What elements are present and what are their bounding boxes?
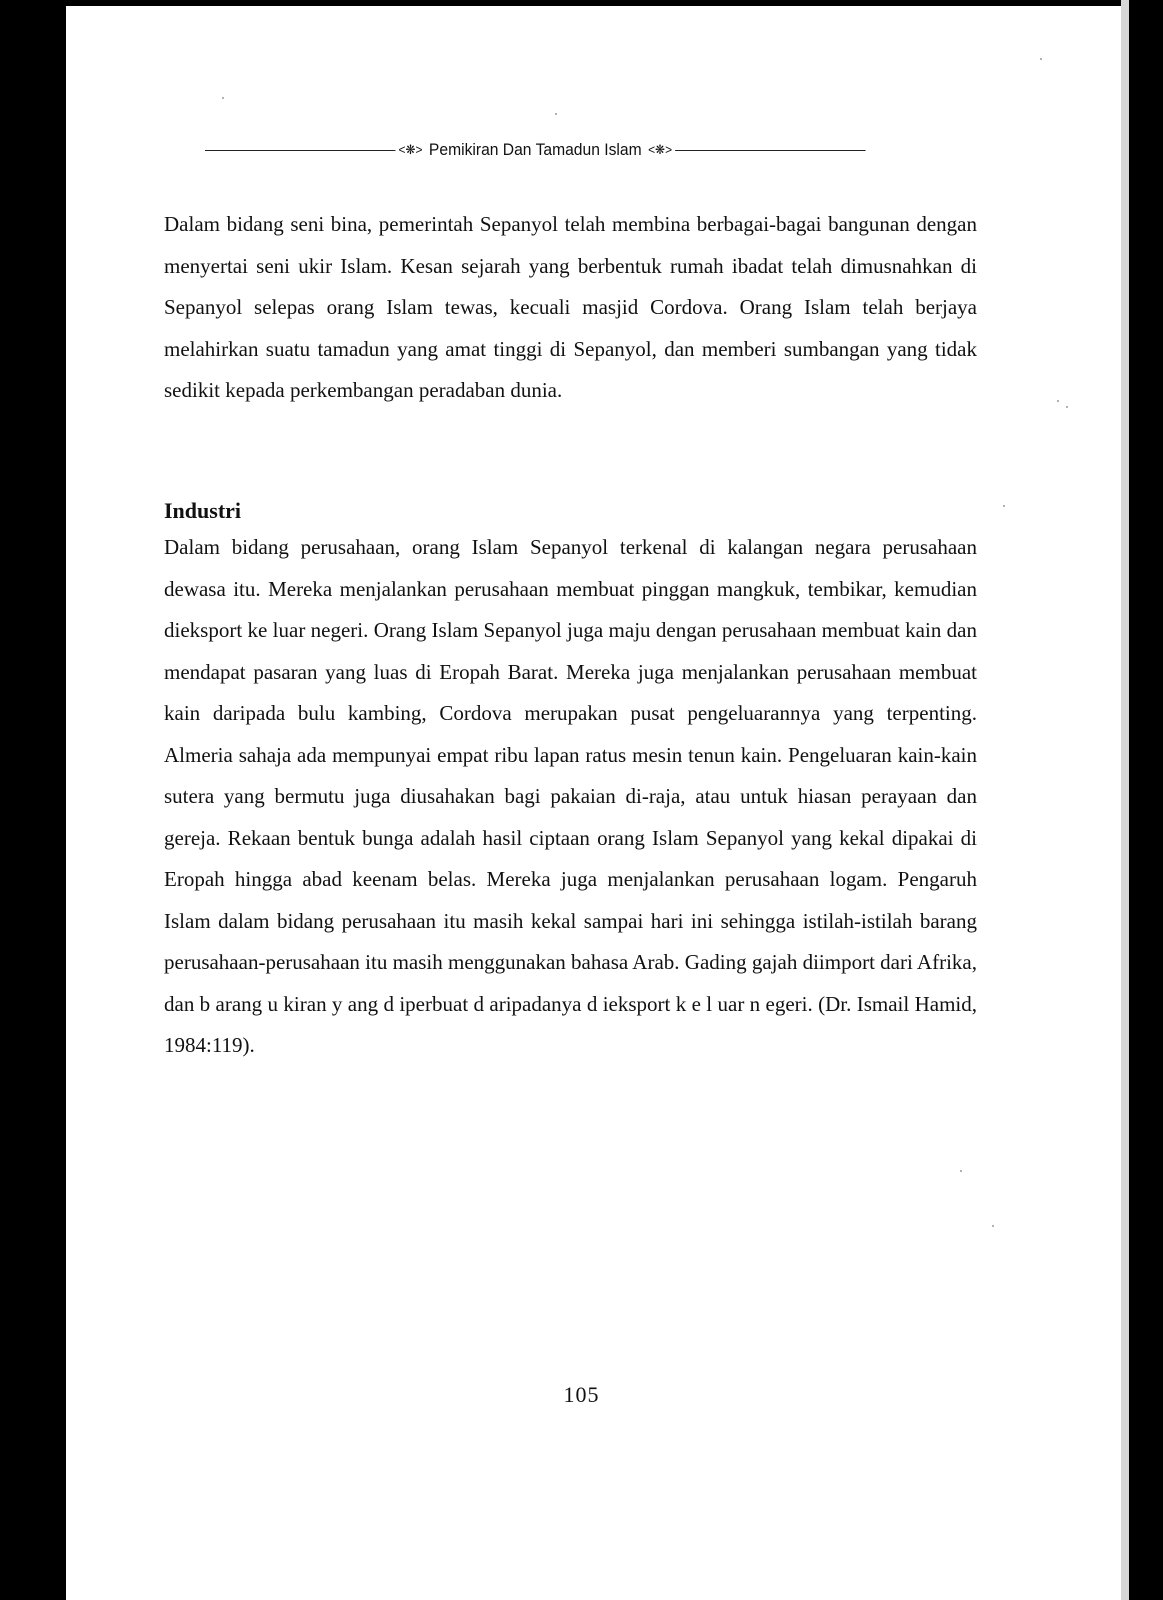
scan-border-left: [0, 0, 66, 1600]
scan-speck: [1066, 406, 1068, 408]
paragraph-industri: Dalam bidang perusahaan, orang Islam Sepanyol terkenal di kalangan negara perusahaan dewasa itu. Mereka menjalankan perusahaan membuat pinggan mangkuk, tembikar, kemudian dieksport ke luar negeri. Orang Islam Sepanyol juga maju dengan perusahaan membuat kain dan mendapat pasaran yang luas di Eropah Barat. Mereka juga menjalankan perusahaan membuat kain daripada bulu kambing, Cordova merupakan pusat pengeluarannya yang terpenting. Almeria sahaja ada mempunyai empat ribu lapan ratus mesin tenun kain. Pengeluaran kain-kain sutera yang bermutu juga diusahakan bagi pakaian di-raja, atau untuk hiasan perayaan dan gereja. Rekaan bentuk bunga adalah hasil ciptaan orang Islam Sepanyol yang kekal dipakai di Eropah hingga abad keenam belas. Mereka juga menjalankan perusahaan logam. Pengaruh Islam dalam bidang perusahaan itu masih kekal sampai hari ini sehingga istilah-istilah barang perusahaan-perusahaan itu masih menggunakan bahasa Arab. Gading gajah diimport dari Afrika, dan b arang u kiran y ang d iperbuat d aripadanya d ieksport k e l uar n egeri. (Dr. Ismail Hamid, 1984:119).: [164, 535, 977, 1057]
header-title: Pemikiran Dan Tamadun Islam: [428, 140, 642, 159]
scan-speck: [1057, 400, 1059, 402]
header-ornament-left: <❋>: [398, 142, 423, 157]
running-header: [205, 140, 866, 160]
paragraph-seni-bina: Dalam bidang seni bina, pemerintah Sepanyol telah membina berbagai-bagai bangunan dengan menyertai seni ukir Islam. Kesan sejarah yang berbentuk rumah ibadat telah dimusnahkan di Sepanyol selepas orang Islam tewas, kecuali masjid Cordova. Orang Islam telah berjaya melahirkan suatu tamadun yang amat tinggi di Sepanyol, dan memberi sumbangan yang tidak sedikit kepada perkembangan peradaban dunia.: [164, 212, 977, 402]
header-rule-left: [205, 150, 396, 151]
header-ornament-right: <❋>: [648, 142, 673, 157]
scan-speck: [222, 97, 224, 99]
header-rule-right: [675, 150, 866, 151]
page-number: 105: [563, 1382, 600, 1407]
section-heading-industri: Industri: [164, 498, 242, 523]
scan-speck: [555, 113, 557, 115]
scan-speck: [960, 1170, 962, 1172]
scan-speck: [1040, 58, 1042, 60]
scan-border-top: [0, 0, 1163, 6]
scan-shadow-right: [1121, 0, 1129, 1600]
scan-speck: [1003, 505, 1005, 507]
scan-border-right: [1129, 0, 1163, 1600]
scan-speck: [992, 1225, 994, 1227]
